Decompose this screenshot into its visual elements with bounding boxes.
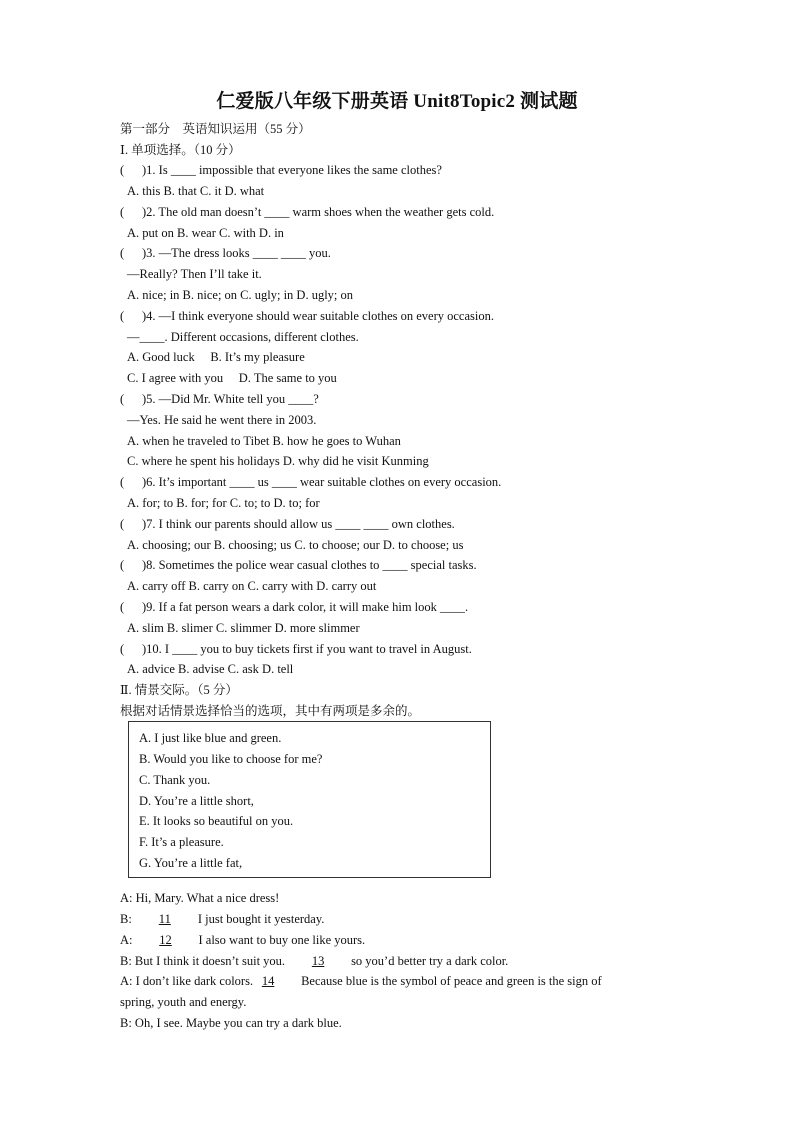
section-heading-1: Ⅰ. 单项选择。（10 分）	[120, 143, 241, 157]
dialog-option-a: A. I just like blue and green.	[139, 731, 282, 745]
question-1	[120, 162, 442, 178]
question-5-options-cd: C. where he spent his holidays D. why did he visit Kunming	[127, 454, 429, 468]
question-text: )8. Sometimes the police wear casual clothes to ____ special tasks.	[142, 558, 477, 572]
speaker-label: A:	[120, 933, 133, 947]
question-4	[120, 308, 494, 324]
dialog-line-4	[120, 953, 508, 969]
question-4-options-cd: C. I agree with you D. The same to you	[127, 371, 337, 385]
question-9-options: A. slim B. slimer C. slimmer D. more slimmer	[127, 621, 360, 635]
question-1-options: A. this B. that C. it D. what	[127, 184, 265, 198]
dialog-line-6: spring, youth and energy.	[120, 995, 247, 1009]
dialog-line-3	[120, 932, 365, 948]
dialog-text: B: But I think it doesn’t suit you.	[120, 954, 286, 968]
question-text: )6. It’s important ____ us ____ wear suitable clothes on every occasion.	[142, 475, 502, 489]
question-6-options: A. for; to B. for; for C. to; to D. to; for	[127, 496, 320, 510]
dialog-line-7: B: Oh, I see. Maybe you can try a dark blue.	[120, 1016, 342, 1030]
question-4-response: —____. Different occasions, different clothes.	[127, 330, 359, 344]
answer-paren: (	[120, 475, 125, 489]
question-8-options: A. carry off B. carry on C. carry with D. carry out	[127, 579, 377, 593]
question-3-options: A. nice; in B. nice; on C. ugly; in D. ugly; on	[127, 288, 354, 302]
answer-paren: (	[120, 558, 125, 572]
dialog-option-c: C. Thank you.	[139, 773, 211, 787]
question-5	[120, 391, 319, 407]
question-7	[120, 516, 455, 532]
dialog-option-e: E. It looks so beautiful on you.	[139, 814, 294, 828]
answer-blank-13: 13	[311, 954, 325, 968]
part-heading: 第一部分 英语知识运用（55 分）	[120, 122, 311, 136]
dialog-text: I just bought it yesterday.	[197, 912, 325, 926]
answer-blank-12: 12	[159, 933, 172, 947]
answer-blank-11: 11	[158, 912, 171, 926]
dialog-text: I also want to buy one like yours.	[198, 933, 366, 947]
dialog-text: so you’d better try a dark color.	[351, 954, 509, 968]
section-heading-2: Ⅱ. 情景交际。（5 分）	[120, 683, 238, 697]
dialog-option-g: G. You’re a little fat,	[139, 856, 243, 870]
question-text: )4. —I think everyone should wear suitable clothes on every occasion.	[142, 309, 494, 323]
question-text: )3. —The dress looks ____ ____ you.	[142, 246, 331, 260]
question-text: )9. If a fat person wears a dark color, it will make him look ____.	[142, 600, 469, 614]
question-text: )5. —Did Mr. White tell you ____?	[142, 392, 319, 406]
question-text: )1. Is ____ impossible that everyone likes the same clothes?	[142, 163, 442, 177]
question-5-response: —Yes. He said he went there in 2003.	[127, 413, 317, 427]
question-10-options: A. advice B. advise C. ask D. tell	[127, 662, 294, 676]
dialog-line-5	[120, 973, 602, 989]
dialog-option-f: F. It’s a pleasure.	[139, 835, 224, 849]
question-5-options-ab: A. when he traveled to Tibet B. how he goes to Wuhan	[127, 434, 401, 448]
answer-paren: (	[120, 309, 125, 323]
question-7-options: A. choosing; our B. choosing; us C. to choose; our D. to choose; us	[127, 538, 464, 552]
question-6	[120, 474, 501, 490]
question-text: )2. The old man doesn’t ____ warm shoes when the weather gets cold.	[142, 205, 495, 219]
question-4-options-ab: A. Good luck B. It’s my pleasure	[127, 350, 305, 364]
dialog-line-2	[120, 911, 324, 927]
answer-paren: (	[120, 642, 125, 656]
dialog-text: A: I don’t like dark colors.	[120, 974, 254, 988]
speaker-label: B:	[120, 912, 132, 926]
answer-paren: (	[120, 392, 125, 406]
question-10	[120, 641, 472, 657]
answer-paren: (	[120, 205, 125, 219]
dialog-line-1: A: Hi, Mary. What a nice dress!	[120, 891, 280, 905]
dialog-option-b: B. Would you like to choose for me?	[139, 752, 323, 766]
page-title: 仁爱版八年级下册英语 Unit8Topic2 测试题	[216, 91, 578, 112]
answer-blank-14: 14	[261, 974, 275, 988]
answer-paren: (	[120, 600, 125, 614]
question-3-response: —Really? Then I’ll take it.	[127, 267, 262, 281]
question-8	[120, 557, 477, 573]
question-3	[120, 245, 331, 261]
question-9	[120, 599, 468, 615]
answer-paren: (	[120, 517, 125, 531]
question-text: )7. I think our parents should allow us ____ ____ own clothes.	[142, 517, 455, 531]
answer-paren: (	[120, 246, 125, 260]
question-2	[120, 204, 494, 220]
dialog-option-d: D. You’re a little short,	[139, 794, 254, 808]
dialog-text: Because blue is the symbol of peace and green is the sign of	[301, 974, 602, 988]
section-instruction: 根据对话情景选择恰当的选项，其中有两项是多余的。	[120, 704, 421, 718]
question-2-options: A. put on B. wear C. with D. in	[127, 226, 284, 240]
dialog-options-box	[128, 721, 491, 878]
answer-paren: (	[120, 163, 125, 177]
question-text: )10. I ____ you to buy tickets first if you want to travel in August.	[142, 642, 472, 656]
